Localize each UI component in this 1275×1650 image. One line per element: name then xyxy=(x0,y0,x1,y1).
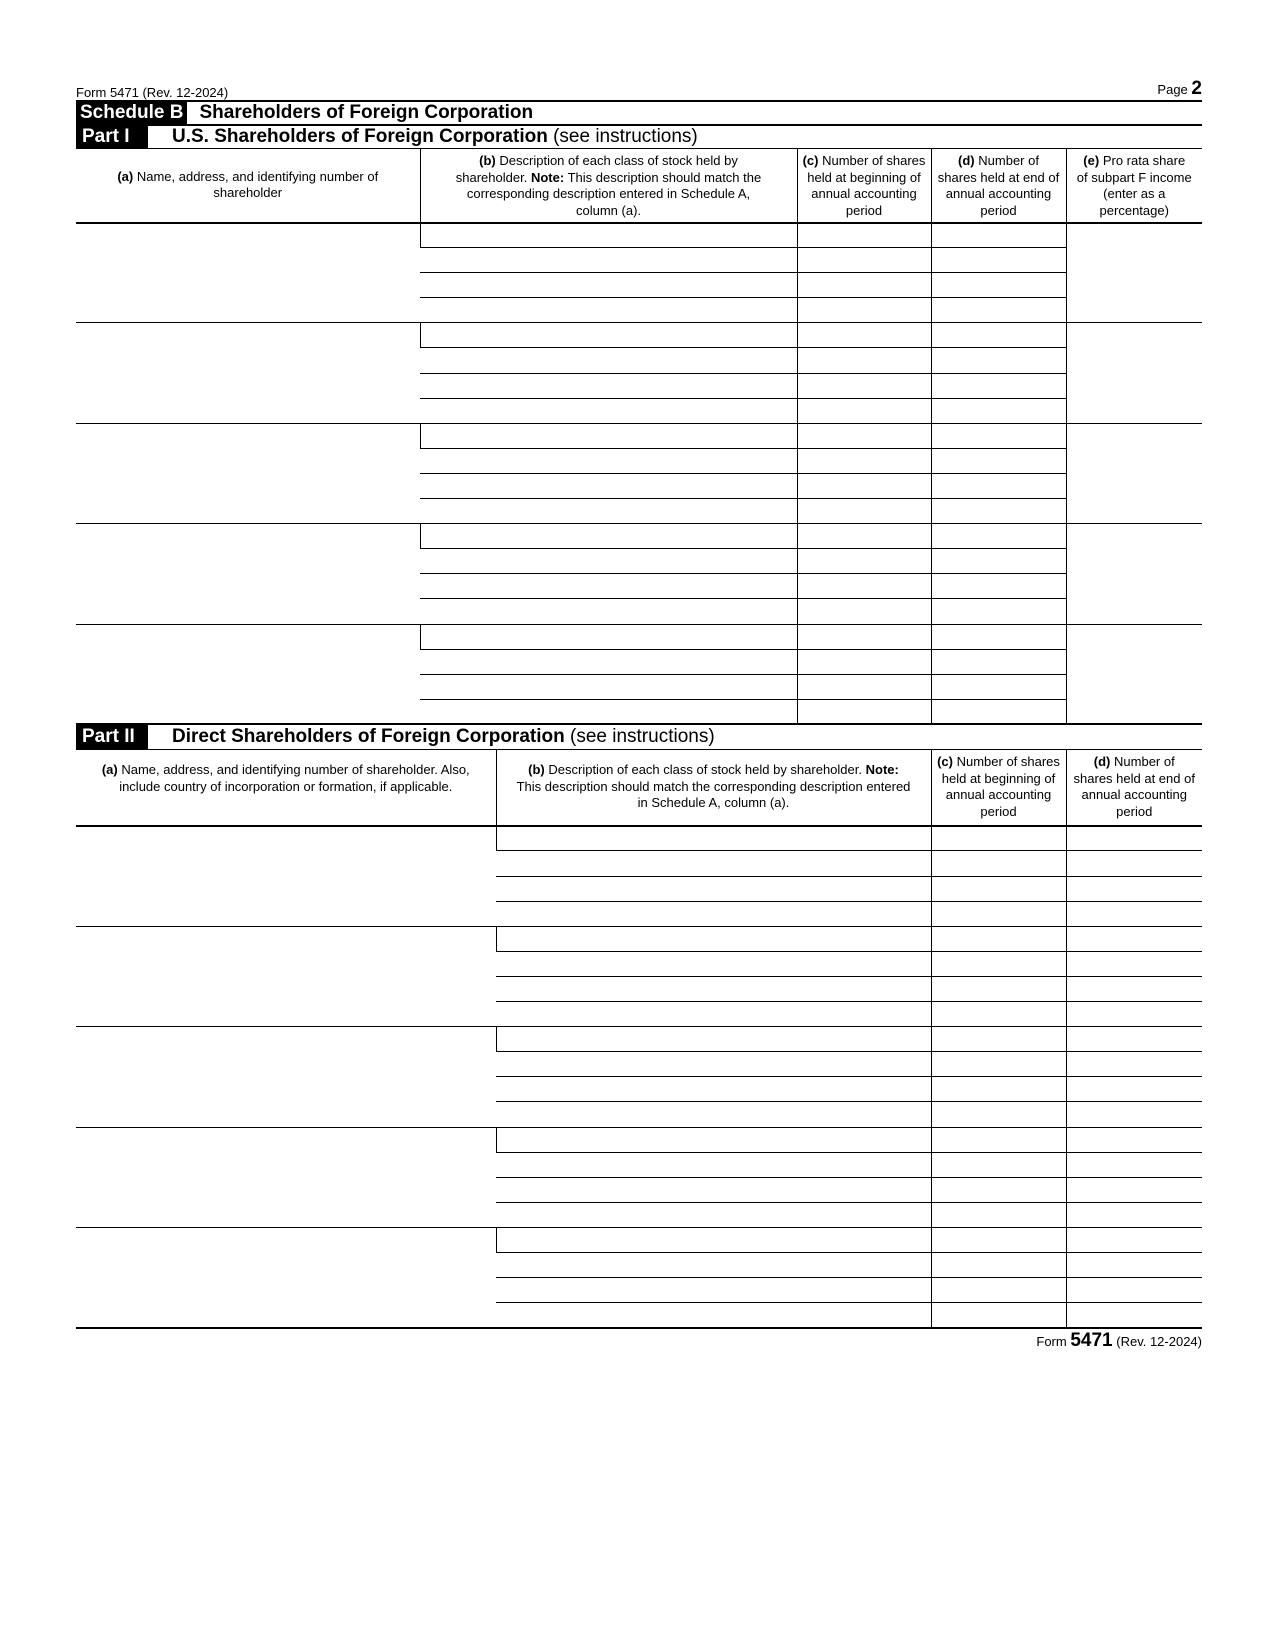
entry-cell-c[interactable] xyxy=(931,826,1066,851)
table-row xyxy=(76,826,1202,851)
entry-cell-d[interactable] xyxy=(1066,851,1202,876)
table-row xyxy=(76,1027,1202,1052)
entry-cell-c[interactable] xyxy=(797,298,931,323)
entry-cell-d[interactable] xyxy=(1066,1077,1202,1102)
part1-title-bar: Part I U.S. Shareholders of Foreign Corporation (see instructions) xyxy=(76,124,1202,148)
entry-cell-d[interactable] xyxy=(931,448,1066,473)
entry-cell-a[interactable] xyxy=(76,1227,496,1327)
entry-cell-d[interactable] xyxy=(1066,976,1202,1001)
entry-cell-d[interactable] xyxy=(931,649,1066,674)
entry-cell-c[interactable] xyxy=(931,1202,1066,1227)
entry-cell-c[interactable] xyxy=(797,649,931,674)
entry-cell-c[interactable] xyxy=(797,248,931,273)
entry-cell-b[interactable] xyxy=(496,901,931,926)
entry-cell-b[interactable] xyxy=(420,448,797,473)
entry-cell-b[interactable] xyxy=(420,223,797,248)
entry-cell-c[interactable] xyxy=(797,574,931,599)
entry-cell-d[interactable] xyxy=(931,524,1066,549)
entry-cell-b[interactable] xyxy=(420,248,797,273)
entry-cell-b[interactable] xyxy=(420,398,797,423)
entry-cell-d[interactable] xyxy=(931,348,1066,373)
page-footer: Form 5471 (Rev. 12-2024) xyxy=(1036,1330,1202,1351)
entry-cell-d[interactable] xyxy=(1066,1127,1202,1152)
entry-cell-b[interactable] xyxy=(420,699,797,724)
schedule-b-section xyxy=(76,100,1202,1329)
entry-cell-a[interactable] xyxy=(76,1027,496,1127)
entry-cell-c[interactable] xyxy=(797,323,931,348)
entry-cell-b[interactable] xyxy=(420,348,797,373)
entry-cell-a[interactable] xyxy=(76,826,496,926)
entry-cell-d[interactable] xyxy=(931,549,1066,574)
entry-cell-c[interactable] xyxy=(931,1252,1066,1277)
entry-cell-b[interactable] xyxy=(496,1278,931,1303)
entry-cell-a[interactable] xyxy=(76,223,420,323)
entry-cell-d[interactable] xyxy=(931,373,1066,398)
entry-cell-d[interactable] xyxy=(931,674,1066,699)
entry-cell-d[interactable] xyxy=(1066,1227,1202,1252)
entry-cell-c[interactable] xyxy=(797,223,931,248)
entry-cell-c[interactable] xyxy=(931,1077,1066,1102)
entry-cell-b[interactable] xyxy=(420,674,797,699)
entry-cell-d[interactable] xyxy=(1066,1303,1202,1328)
entry-cell-e[interactable] xyxy=(1066,624,1202,724)
entry-cell-b[interactable] xyxy=(496,976,931,1001)
entry-cell-c[interactable] xyxy=(797,273,931,298)
p1-col-e-header: (e) Pro rata share of subpart F income (enter as a percentage) xyxy=(1066,149,1202,223)
entry-cell-c[interactable] xyxy=(797,348,931,373)
page-number: Page 2 xyxy=(1157,78,1202,99)
entry-cell-b[interactable] xyxy=(496,851,931,876)
entry-cell-d[interactable] xyxy=(1066,951,1202,976)
entry-cell-b[interactable] xyxy=(496,1077,931,1102)
entry-cell-a[interactable] xyxy=(76,423,420,523)
entry-cell-b[interactable] xyxy=(496,1152,931,1177)
entry-cell-c[interactable] xyxy=(931,1127,1066,1152)
part2-title-bar: Part II Direct Shareholders of Foreign Corporation (see instructions) xyxy=(76,725,1202,749)
entry-cell-b[interactable] xyxy=(420,298,797,323)
entry-cell-c[interactable] xyxy=(931,1027,1066,1052)
entry-cell-d[interactable] xyxy=(1066,1052,1202,1077)
entry-cell-c[interactable] xyxy=(797,398,931,423)
entry-cell-a[interactable] xyxy=(76,624,420,724)
entry-cell-d[interactable] xyxy=(1066,901,1202,926)
entry-cell-d[interactable] xyxy=(931,473,1066,498)
entry-cell-d[interactable] xyxy=(931,599,1066,624)
entry-cell-c[interactable] xyxy=(797,473,931,498)
p2-col-a-header: (a) Name, address, and identifying number of shareholder. Also, include country of incorporation or formation, if applicable. xyxy=(76,750,496,826)
entry-cell-b[interactable] xyxy=(420,323,797,348)
p1-col-a-header: (a) Name, address, and identifying number of shareholder xyxy=(76,149,420,223)
entry-cell-e[interactable] xyxy=(1066,223,1202,323)
entry-cell-d[interactable] xyxy=(931,298,1066,323)
entry-cell-d[interactable] xyxy=(1066,1102,1202,1127)
entry-cell-b[interactable] xyxy=(496,1177,931,1202)
entry-cell-d[interactable] xyxy=(931,624,1066,649)
entry-cell-c[interactable] xyxy=(797,674,931,699)
entry-cell-b[interactable] xyxy=(420,473,797,498)
entry-cell-c[interactable] xyxy=(797,624,931,649)
entry-cell-c[interactable] xyxy=(931,1278,1066,1303)
entry-cell-b[interactable] xyxy=(496,1052,931,1077)
entry-cell-d[interactable] xyxy=(1066,1027,1202,1052)
entry-cell-d[interactable] xyxy=(931,499,1066,524)
p2-col-d-header: (d) Number of shares held at end of annual accounting period xyxy=(1066,750,1202,826)
entry-cell-b[interactable] xyxy=(420,499,797,524)
entry-cell-b[interactable] xyxy=(420,624,797,649)
entry-cell-b[interactable] xyxy=(496,826,931,851)
entry-cell-b[interactable] xyxy=(496,1252,931,1277)
entry-cell-a[interactable] xyxy=(76,1127,496,1227)
entry-cell-e[interactable] xyxy=(1066,524,1202,624)
entry-cell-c[interactable] xyxy=(797,373,931,398)
entry-cell-b[interactable] xyxy=(420,599,797,624)
entry-cell-b[interactable] xyxy=(420,273,797,298)
entry-cell-d[interactable] xyxy=(931,574,1066,599)
entry-cell-b[interactable] xyxy=(496,1102,931,1127)
entry-cell-b[interactable] xyxy=(420,649,797,674)
entry-cell-d[interactable] xyxy=(1066,826,1202,851)
entry-cell-d[interactable] xyxy=(931,273,1066,298)
entry-cell-c[interactable] xyxy=(931,876,1066,901)
entry-cell-d[interactable] xyxy=(931,223,1066,248)
table-row xyxy=(76,926,1202,951)
entry-cell-c[interactable] xyxy=(931,1002,1066,1027)
p1-col-b-header: (b) Description of each class of stock held by shareholder. Note: This description should match the corresponding description entered in Schedule A, column (a). xyxy=(420,149,797,223)
table-row xyxy=(76,423,1202,448)
entry-cell-b[interactable] xyxy=(496,926,931,951)
entry-cell-c[interactable] xyxy=(931,926,1066,951)
entry-cell-c[interactable] xyxy=(797,549,931,574)
entry-cell-b[interactable] xyxy=(420,549,797,574)
entry-cell-c[interactable] xyxy=(797,423,931,448)
entry-cell-d[interactable] xyxy=(931,699,1066,724)
p2-col-b-header: (b) Description of each class of stock held by shareholder. Note: This description should match the corresponding description entered in Schedule A, column (a). xyxy=(496,750,931,826)
entry-cell-b[interactable] xyxy=(420,524,797,549)
entry-cell-b[interactable] xyxy=(420,574,797,599)
table-row xyxy=(76,1227,1202,1252)
entry-cell-d[interactable] xyxy=(1066,1252,1202,1277)
entry-cell-e[interactable] xyxy=(1066,423,1202,523)
table-row xyxy=(76,223,1202,248)
p2-col-c-header: (c) Number of shares held at beginning of annual accounting period xyxy=(931,750,1066,826)
entry-cell-d[interactable] xyxy=(931,323,1066,348)
entry-cell-a[interactable] xyxy=(76,926,496,1026)
entry-cell-c[interactable] xyxy=(797,524,931,549)
entry-cell-b[interactable] xyxy=(496,1202,931,1227)
entry-cell-c[interactable] xyxy=(931,1177,1066,1202)
entry-cell-c[interactable] xyxy=(931,1303,1066,1328)
entry-cell-c[interactable] xyxy=(931,901,1066,926)
entry-cell-b[interactable] xyxy=(420,423,797,448)
entry-cell-c[interactable] xyxy=(931,851,1066,876)
entry-cell-a[interactable] xyxy=(76,524,420,624)
p1-col-c-header: (c) Number of shares held at beginning of annual accounting period xyxy=(797,149,931,223)
p1-col-d-header: (d) Number of shares held at end of annual accounting period xyxy=(931,149,1066,223)
entry-cell-a[interactable] xyxy=(76,323,420,423)
entry-cell-c[interactable] xyxy=(931,951,1066,976)
entry-cell-c[interactable] xyxy=(797,448,931,473)
table-row xyxy=(76,323,1202,348)
entry-cell-c[interactable] xyxy=(797,499,931,524)
entry-cell-c[interactable] xyxy=(931,1152,1066,1177)
entry-cell-c[interactable] xyxy=(931,1227,1066,1252)
entry-cell-d[interactable] xyxy=(1066,926,1202,951)
entry-cell-c[interactable] xyxy=(931,1102,1066,1127)
form-revision: Form 5471 (Rev. 12-2024) xyxy=(76,85,229,100)
entry-cell-b[interactable] xyxy=(420,373,797,398)
page-header xyxy=(76,76,1202,100)
entry-cell-b[interactable] xyxy=(496,1002,931,1027)
entry-cell-d[interactable] xyxy=(1066,1002,1202,1027)
entry-cell-d[interactable] xyxy=(931,248,1066,273)
entry-cell-c[interactable] xyxy=(931,976,1066,1001)
entry-cell-c[interactable] xyxy=(797,599,931,624)
entry-cell-b[interactable] xyxy=(496,876,931,901)
entry-cell-b[interactable] xyxy=(496,1127,931,1152)
entry-cell-d[interactable] xyxy=(931,398,1066,423)
entry-cell-d[interactable] xyxy=(1066,1177,1202,1202)
table-row xyxy=(76,624,1202,649)
entry-cell-d[interactable] xyxy=(1066,1202,1202,1227)
entry-cell-c[interactable] xyxy=(931,1052,1066,1077)
entry-cell-b[interactable] xyxy=(496,1227,931,1252)
entry-cell-b[interactable] xyxy=(496,951,931,976)
entry-cell-d[interactable] xyxy=(931,423,1066,448)
schedule-title-bar: Schedule B Shareholders of Foreign Corporation xyxy=(76,100,1202,124)
table-row xyxy=(76,1127,1202,1152)
entry-cell-c[interactable] xyxy=(797,699,931,724)
part2-table xyxy=(76,749,1202,1328)
table-row xyxy=(76,524,1202,549)
entry-cell-d[interactable] xyxy=(1066,1278,1202,1303)
entry-cell-b[interactable] xyxy=(496,1027,931,1052)
entry-cell-b[interactable] xyxy=(496,1303,931,1328)
part1-table xyxy=(76,148,1202,725)
entry-cell-e[interactable] xyxy=(1066,323,1202,423)
entry-cell-d[interactable] xyxy=(1066,1152,1202,1177)
entry-cell-d[interactable] xyxy=(1066,876,1202,901)
